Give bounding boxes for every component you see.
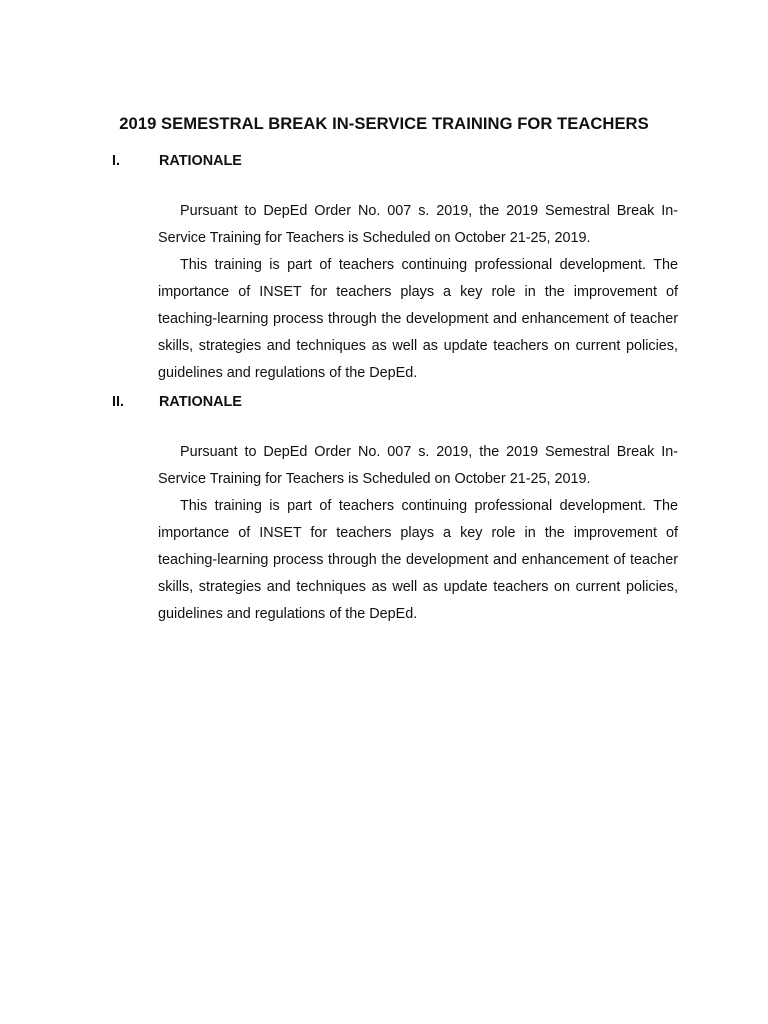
section-heading xyxy=(0,392,768,412)
paragraph: Pursuant to DepEd Order No. 007 s. 2019, the 2019 Semestral Break In-Service Training for Teachers is Scheduled on October 21-25, 2019. xyxy=(158,444,678,487)
paragraph: This training is part of teachers continuing professional development. The importance of INSET for teachers plays a key role in the improvement of teaching-learning process through the development and enhancement of teacher skills, strategies and techniques as well as update teachers on current policies, guidelines and regulations of the DepEd. xyxy=(158,257,678,381)
paragraph: Pursuant to DepEd Order No. 007 s. 2019, the 2019 Semestral Break In-Service Training for Teachers is Scheduled on October 21-25, 2019. xyxy=(158,203,678,246)
section-1 xyxy=(0,151,768,381)
document-title: 2019 SEMESTRAL BREAK IN-SERVICE TRAINING FOR TEACHERS xyxy=(119,114,649,133)
section-numeral: I. xyxy=(112,153,120,169)
section-heading xyxy=(0,151,768,171)
section-numeral: II. xyxy=(112,394,124,410)
section-body xyxy=(158,439,678,628)
section-2 xyxy=(0,392,768,622)
section-heading-label: RATIONALE xyxy=(159,394,242,410)
paragraph: This training is part of teachers continuing professional development. The importance of INSET for teachers plays a key role in the improvement of teaching-learning process through the development and enhancement of teacher skills, strategies and techniques as well as update teachers on current policies, guidelines and regulations of the DepEd. xyxy=(158,498,678,622)
section-heading-label: RATIONALE xyxy=(159,153,242,169)
section-body xyxy=(158,198,678,387)
